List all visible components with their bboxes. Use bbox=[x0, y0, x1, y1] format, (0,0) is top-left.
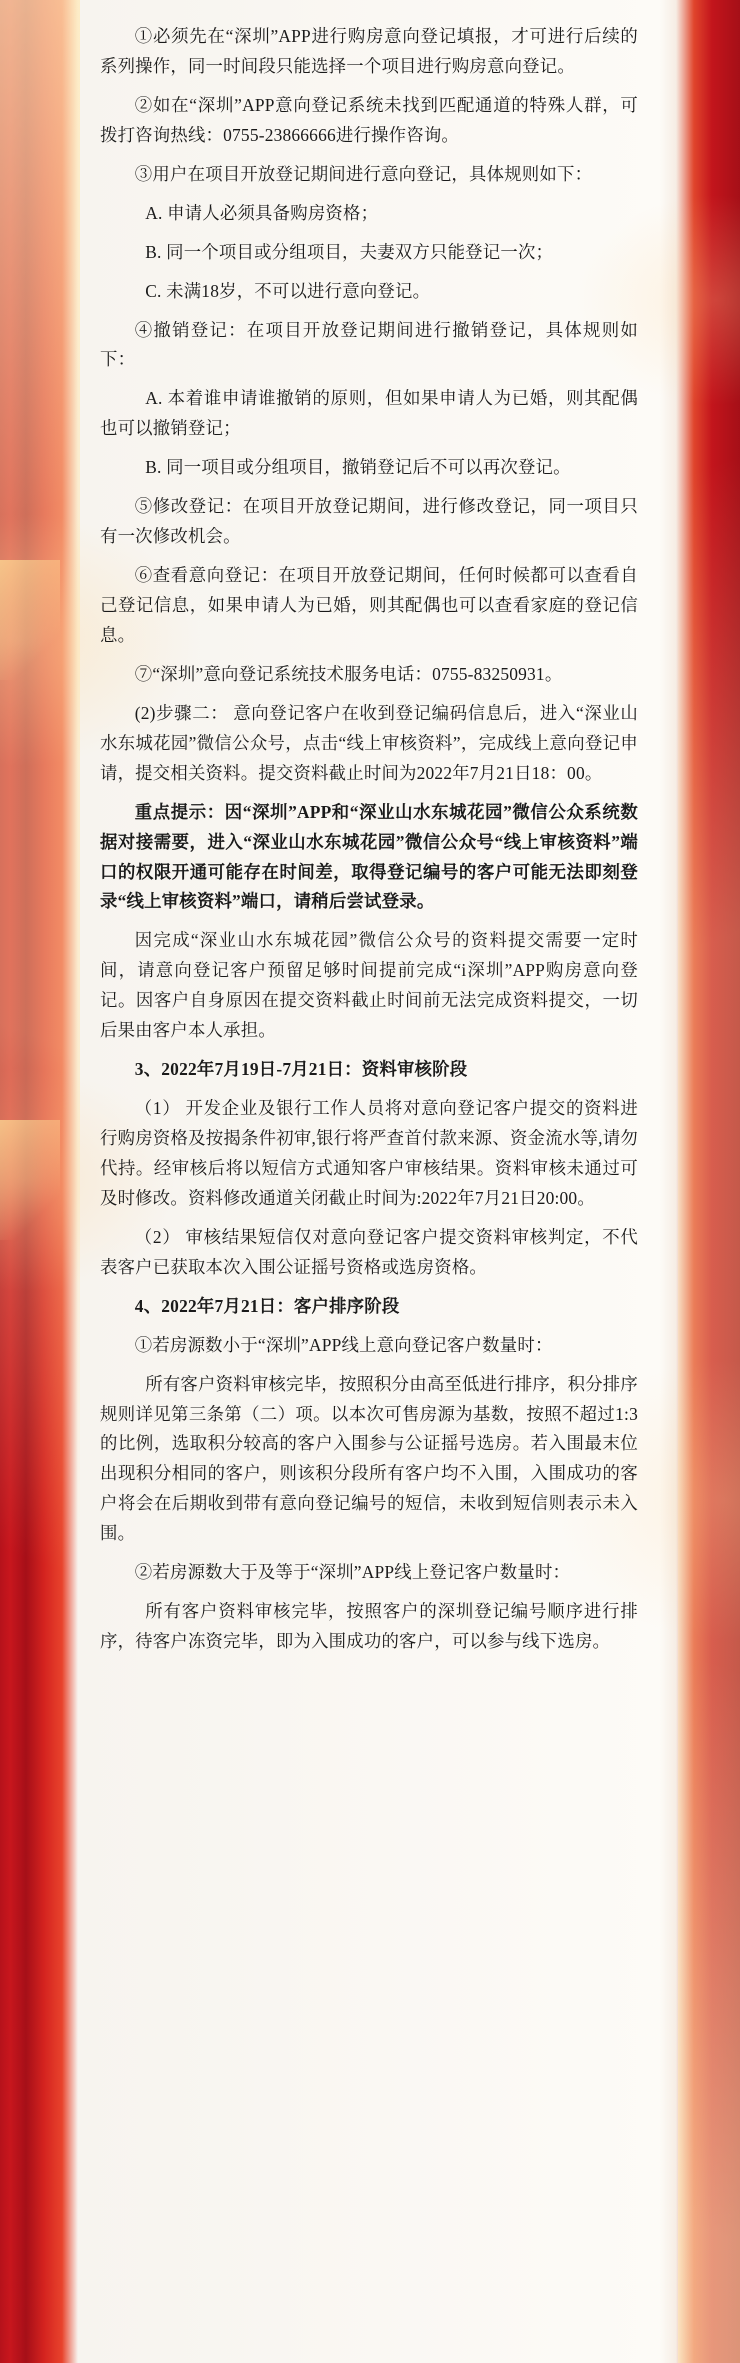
paragraph-list-item: C. 未满18岁，不可以进行意向登记。 bbox=[145, 280, 431, 301]
paragraph: ①必须先在“深圳”APP进行购房意向登记填报，才可进行后续的系列操作，同一时间段只能选择一个项目进行购房意向登记。 bbox=[100, 26, 638, 76]
paragraph: （2） 审核结果短信仅对意向登记客户提交资料审核判定，不代表客户已获取本次入围公证摇号资格或选房资格。 bbox=[100, 1226, 638, 1277]
paragraph: 所有客户资料审核完毕，按照积分由高至低进行排序，积分排序规则详见第三条第（二）项。以本次可售房源为基数，按照不超过1:3的比例，选取积分较高的客户入围参与公证摇号选房。若入围最末位出现积分相同的客户，则该积分段所有客户均不入围，入围成功的客户将会在后期收到带有意向登记编号的短信，未收到短信则表示未入围。 bbox=[100, 1373, 638, 1544]
paragraph: ②若房源数大于及等于“深圳”APP线上登记客户数量时： bbox=[134, 1562, 571, 1583]
document-body bbox=[78, 0, 660, 1706]
section-heading-review-stage: 3、2022年7月19日-7月21日：资料审核阶段 bbox=[134, 1059, 468, 1080]
paragraph: ⑥查看意向登记：在项目开放登记期间，任何时候都可以查看自己登记信息，如果申请人为已婚，则其配偶也可以查看家庭的登记信息。 bbox=[100, 565, 638, 645]
paragraph: ⑤修改登记：在项目开放登记期间，进行修改登记，同一项目只有一次修改机会。 bbox=[100, 496, 638, 547]
paragraph: ①若房源数小于“深圳”APP线上意向登记客户数量时： bbox=[134, 1334, 553, 1355]
paragraph: ③用户在项目开放登记期间进行意向登记，具体规则如下： bbox=[134, 163, 593, 184]
left-decorative-ribbon bbox=[0, 0, 80, 2363]
paragraph-list-item: B. 同一项目或分组项目，撤销登记后不可以再次登记。 bbox=[145, 457, 571, 478]
paragraph: 所有客户资料审核完毕，按照客户的深圳登记编号顺序进行排序，待客户冻资完毕，即为入围成功的客户，可以参与线下选房。 bbox=[100, 1601, 638, 1652]
paragraph: ④撤销登记：在项目开放登记期间进行撤销登记，具体规则如下： bbox=[100, 319, 638, 370]
section-heading-ordering-stage: 4、2022年7月21日：客户排序阶段 bbox=[134, 1295, 400, 1316]
paragraph-list-item: A. 本着谁申请谁撤销的原则，但如果申请人为已婚，则其配偶也可以撤销登记； bbox=[100, 388, 638, 439]
paragraph: ⑦“深圳”意向登记系统技术服务电话：0755-83250931。 bbox=[134, 663, 563, 684]
paragraph: ②如在“深圳”APP意向登记系统未找到匹配通道的特殊人群，可拨打咨询热线：0755-23866666进行操作咨询。 bbox=[100, 94, 638, 145]
paragraph: （1） 开发企业及银行工作人员将对意向登记客户提交的资料进行购房资格及按揭条件初审,银行将严查首付款来源、资金流水等,请勿代持。经审核后将以短信方式通知客户审核结果。资料审核未通过可及时修改。资料修改通道关闭截止时间为:2022年7月21日20:00。 bbox=[100, 1098, 638, 1208]
paragraph-list-item: A. 申请人必须具备购房资格； bbox=[145, 202, 379, 223]
paragraph: 因完成“深业山水东城花园”微信公众号的资料提交需要一定时间，请意向登记客户预留足够时间提前完成“i深圳”APP购房意向登记。因客户自身原因在提交资料截止时间前无法完成资料提交，一切后果由客户本人承担。 bbox=[100, 930, 638, 1041]
paragraph-step-two: (2)步骤二： 意向登记客户在收到登记编码信息后，进入“深业山水东城花园”微信公众号，点击“线上审核资料”，完成线上意向登记申请，提交相关资料。提交资料截止时间为2022年7月21日18：00。 bbox=[100, 702, 638, 783]
right-decorative-ribbon bbox=[678, 0, 740, 2363]
paragraph-key-notice: 重点提示：因“深圳”APP和“深业山水东城花园”微信公众系统数据对接需要，进入“深业山水东城花园”微信公众号“线上审核资料”端口的权限开通可能存在时间差，取得登记编号的客户可能无法即刻登录“线上审核资料”端口，请稍后尝试登录。 bbox=[100, 801, 638, 912]
gold-flourish-lower bbox=[0, 1120, 60, 1240]
paragraph-list-item: B. 同一个项目或分组项目，夫妻双方只能登记一次； bbox=[145, 241, 554, 262]
gold-flourish-upper bbox=[0, 560, 60, 680]
